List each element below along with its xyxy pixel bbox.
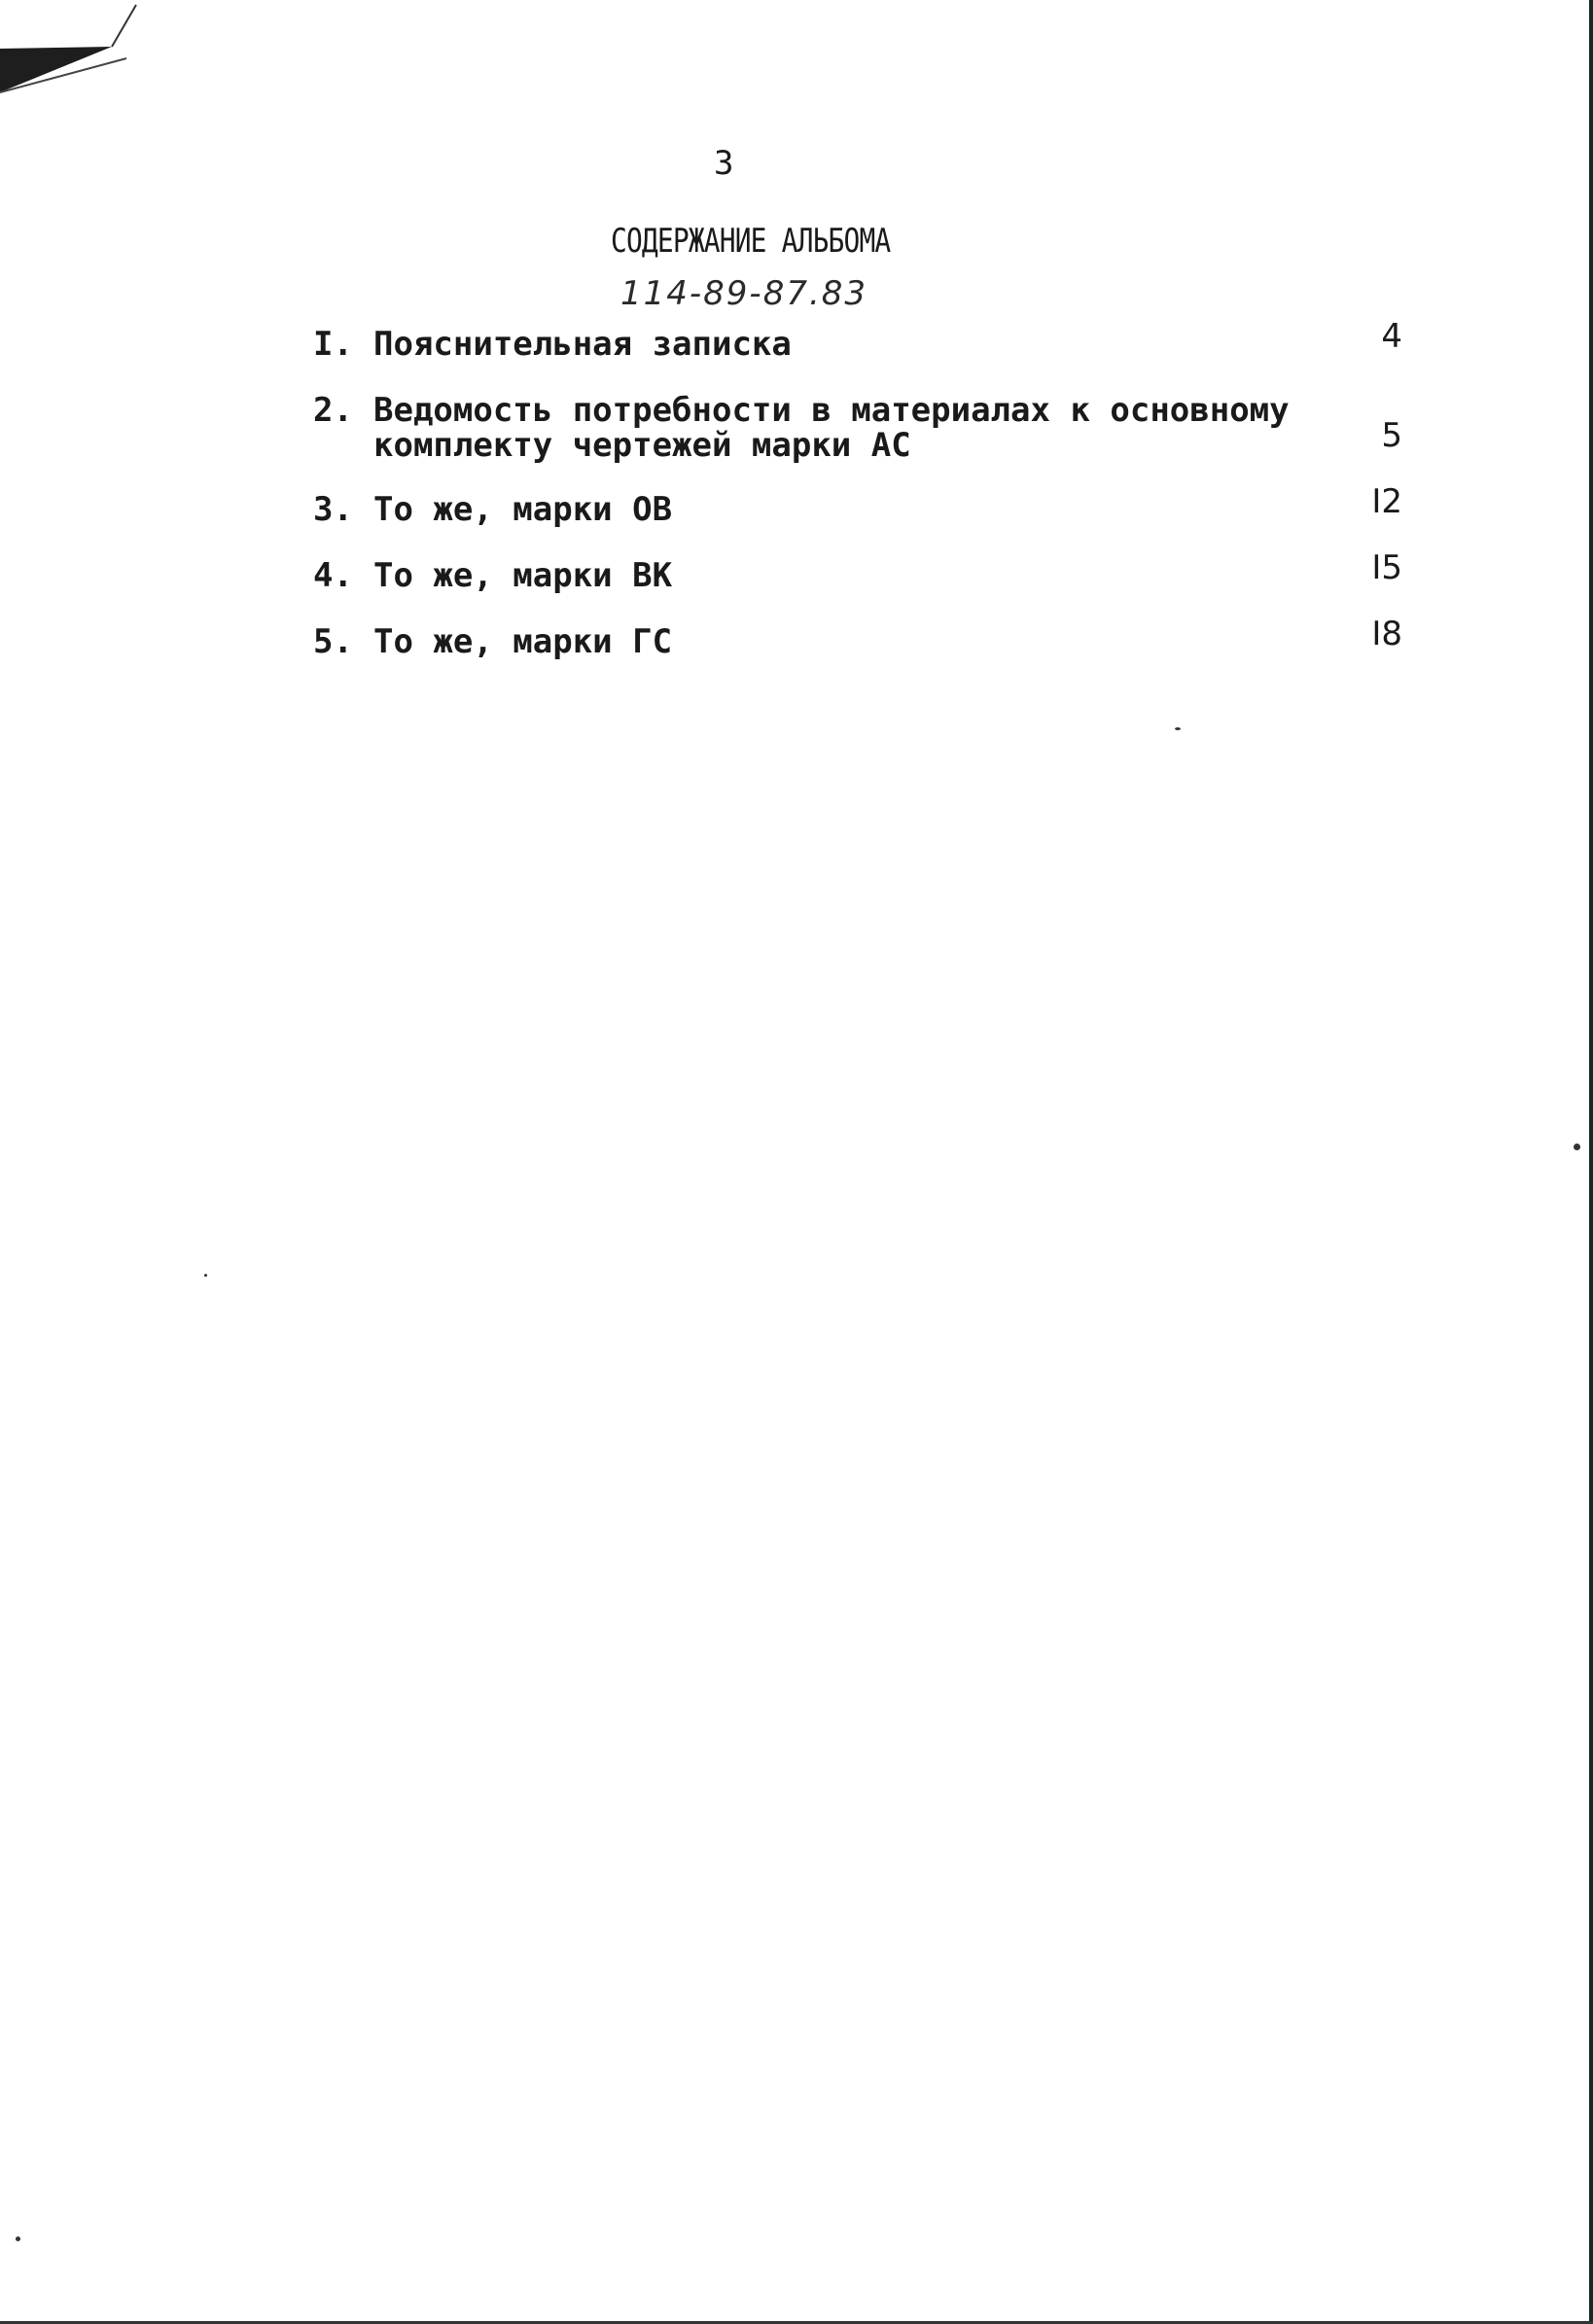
toc-item-page: I2 xyxy=(1371,482,1402,521)
toc-item-number: 4. xyxy=(313,556,353,595)
page-number: 3 xyxy=(714,144,734,183)
toc-item-title: Пояснительная записка xyxy=(373,325,792,364)
toc-item-number: 5. xyxy=(313,622,353,661)
table-of-contents xyxy=(313,317,1402,661)
toc-item xyxy=(313,317,1402,364)
scan-speck xyxy=(1574,1144,1580,1150)
toc-item xyxy=(313,482,1402,529)
scan-speck xyxy=(204,1274,207,1277)
toc-item-page: 5 xyxy=(1381,416,1402,455)
scan-edge-right xyxy=(1589,0,1593,2324)
toc-item-title: То же, марки ВК xyxy=(373,556,673,595)
toc-item-page: 4 xyxy=(1381,317,1402,356)
toc-item-page: I5 xyxy=(1371,548,1402,587)
toc-item-number: 2. xyxy=(313,391,353,430)
scan-speck xyxy=(1175,727,1181,730)
toc-item xyxy=(313,393,1402,463)
toc-item-number: I. xyxy=(313,325,353,364)
toc-item-title: Ведомость потребности в материалах к основному комплекту чертежей марки АС xyxy=(373,391,1290,465)
scan-speck xyxy=(16,2236,20,2241)
document-title: СОДЕРЖАНИЕ АЛЬБОМА xyxy=(611,222,891,261)
toc-item xyxy=(313,615,1402,661)
toc-item-number: 3. xyxy=(313,490,353,529)
toc-item xyxy=(313,548,1402,595)
toc-item-page: I8 xyxy=(1371,615,1402,653)
toc-item-title: То же, марки ГС xyxy=(373,622,673,661)
album-code-handwritten: 114-89-87.83 xyxy=(620,274,868,313)
toc-item-title: То же, марки ОВ xyxy=(373,490,673,529)
folded-corner-mark xyxy=(0,0,146,107)
